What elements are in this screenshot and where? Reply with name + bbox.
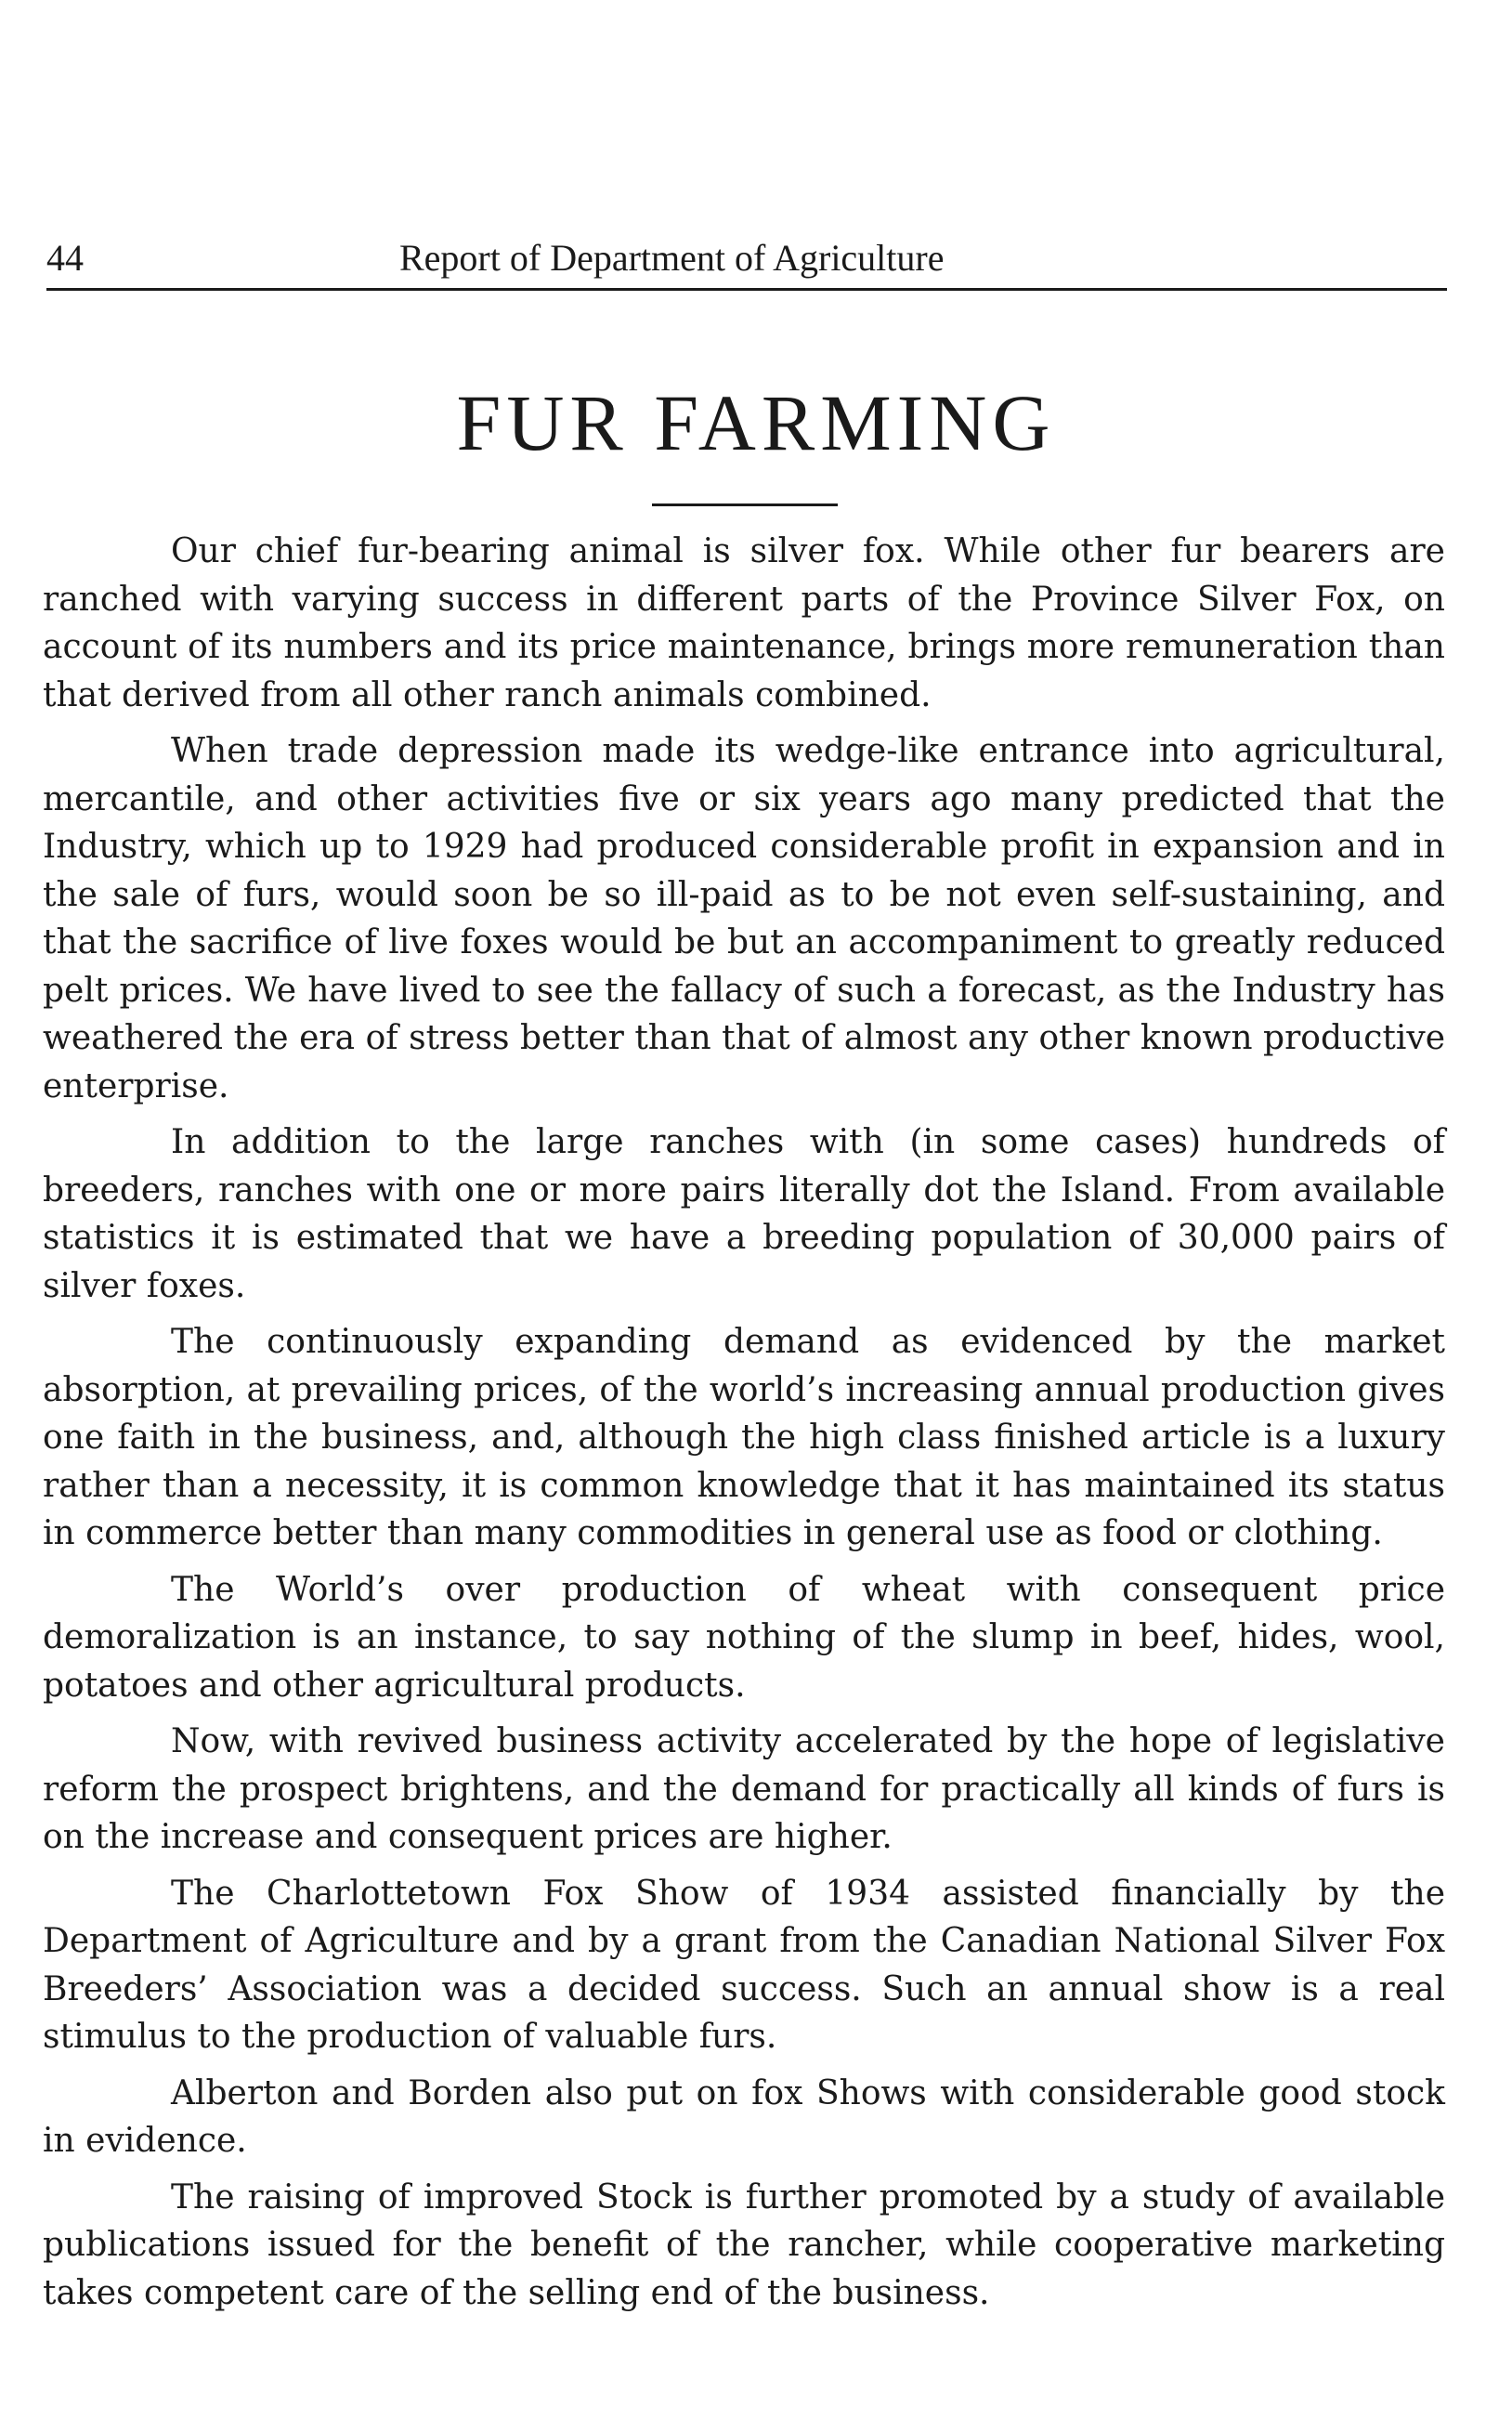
body-text [43, 528, 1445, 2325]
running-title: Report of Department of Agriculture [399, 237, 945, 279]
paragraph: The raising of improved Stock is further promoted by a study of available publications issued for the benefit of the rancher, while cooperative marketing takes competent care of the selling end of the business. [43, 2177, 1445, 2312]
paragraph: Our chief fur-bearing animal is silver fox. While other fur bearers are ranched with varying success in different parts of the Province Silver Fox, on account of its numbers and its price maintenance, brings more remuneration than that derived from all other ranch animals combined. [43, 532, 1445, 714]
paragraph: The continuously expanding demand as evidenced by the market absorption, at prevailing prices, of the world’s increasing annual production gives one faith in the business, and, although the high class finished article is a luxury rather than a necessity, it is common knowledge that it has maintained its status in commerce better than many commodities in general use as food or clothing. [43, 1323, 1445, 1552]
paragraph: Now, with revived business activity accelerated by the hope of legislative reform the prospect brightens, and the demand for practically all kinds of furs is on the increase and consequent prices are higher. [43, 1722, 1445, 1856]
paragraph: When trade depression made its wedge-like entrance into agricultural, mercantile, and other activities five or six years ago many predicted that the Industry, which up to 1929 had produced considerable profit in expansion and in the sale of furs, would soon be so ill-paid as to be not even self-sustaining, and that the sacrifice of live foxes would be but an accompaniment to greatly reduced pelt prices. We have lived to see the fallacy of such a forecast, as the Industry has weathered the era of stress better than that of almost any other known productive enterprise. [43, 732, 1445, 1105]
page-title: FUR FARMING [456, 378, 1056, 467]
title-rule [652, 503, 838, 506]
running-head [46, 230, 1447, 286]
paragraph: In addition to the large ranches with (in some cases) hundreds of breeders, ranches with one or more pairs literally dot the Island. From available statistics it is estimated that we have a breeding population of 30,000 pairs of silver foxes. [43, 1123, 1445, 1305]
paragraph: The Charlottetown Fox Show of 1934 assisted financially by the Department of Agriculture and by a grant from the Canadian National Silver Fox Breeders’ Association was a decided success. Such an annual show is a real stimulus to the production of valuable furs. [43, 1874, 1445, 2056]
paragraph: Alberton and Borden also put on fox Shows with considerable good stock in evidence. [43, 2073, 1445, 2160]
header-rule [46, 288, 1447, 291]
page-number: 44 [46, 237, 84, 279]
paragraph: The World’s over production of wheat with consequent price demoralization is an instance, to say nothing of the slump in beef, hides, wool, potatoes and other agricultural products. [43, 1570, 1445, 1705]
